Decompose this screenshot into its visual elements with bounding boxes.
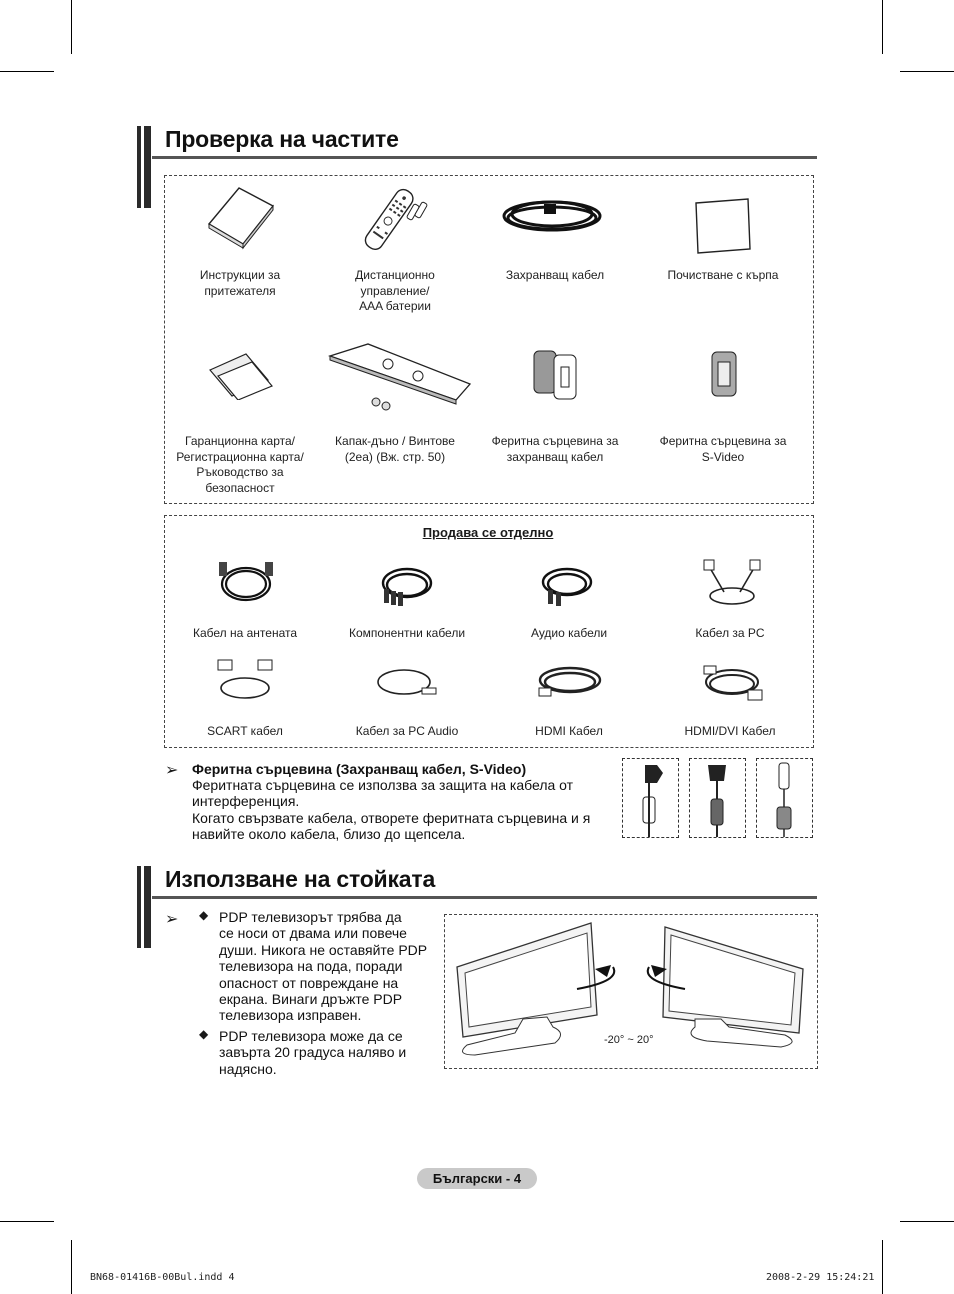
crop-mark — [882, 0, 883, 54]
crop-mark — [0, 71, 54, 72]
part-label: Феритна сърцевина за S-Video — [659, 434, 787, 464]
stand-cover-icon — [328, 342, 472, 412]
audio-cable-icon — [538, 560, 596, 608]
section-title: Използване на стойката — [165, 866, 436, 892]
print-timestamp: 2008-2-29 15:24:21 — [766, 1272, 875, 1283]
cable-label: Кабел за PC Audio — [355, 724, 459, 738]
note-line: навийте около кабела, близо до щепсела. — [192, 826, 466, 842]
component-cable-icon — [378, 559, 436, 609]
tv-left-icon — [457, 923, 597, 1055]
ferrite-illustration — [689, 758, 746, 838]
part-label: Гаранционна карта/ Регистрационна карта/ Ръководство за безопасност — [176, 434, 304, 495]
note-arrow-icon: ➢ — [165, 911, 179, 928]
part-label: Почистване с кърпа — [667, 268, 779, 282]
remote-control-icon — [360, 186, 435, 254]
tv-right-icon — [663, 927, 803, 1047]
cable-label: HDMI/DVI Кабел — [684, 724, 776, 738]
crop-mark — [882, 1240, 883, 1294]
pc-audio-cable-icon — [374, 660, 440, 704]
page-number-badge: Български - 4 — [417, 1168, 537, 1189]
hdmi-cable-icon — [535, 660, 605, 706]
note-line: интерференция. — [192, 793, 300, 809]
section-rule — [152, 896, 817, 899]
hdmi-dvi-cable-icon — [700, 660, 764, 706]
crop-mark — [900, 1221, 954, 1222]
part-label: Инструкции за притежателя — [199, 268, 281, 298]
crop-mark — [71, 1240, 72, 1294]
bullet-text: PDP телевизорът трябва да се носи от двама или повече души. Никога не оставяйте PDP телевизора на пода, поради опасност от повреждане на екрана. Винаги дръжте PDP телевизора изправен. — [219, 909, 428, 1024]
angle-label: -20° ~ 20° — [604, 1034, 654, 1046]
note-line: Феритната сърцевина се използва за защита на кабела от — [192, 777, 574, 793]
sold-separately-title: Продава се отделно — [422, 525, 554, 540]
cable-label: Компонентни кабели — [348, 626, 466, 640]
cable-label: Кабел за PC — [695, 626, 765, 640]
ferrite-illustration — [756, 758, 813, 838]
warranty-card-icon — [206, 350, 274, 400]
note-line: Когато свързвате кабела, отворете феритната сърцевина и я — [192, 810, 591, 826]
cable-label: Кабел на антената — [192, 626, 298, 640]
note-arrow-icon: ➢ — [165, 762, 179, 779]
crop-mark — [0, 1221, 54, 1222]
crop-mark — [71, 0, 72, 54]
antenna-cable-icon — [213, 556, 279, 608]
cable-label: Аудио кабели — [530, 626, 608, 640]
part-label: Капак-дъно / Винтове (2еа) (Вж. стр. 50) — [335, 434, 455, 464]
cleaning-cloth-icon — [692, 197, 754, 255]
part-label: Захранващ кабел — [505, 268, 605, 282]
section-title: Проверка на частите — [165, 126, 399, 152]
ferrite-illustration — [622, 758, 679, 838]
cable-label: SCART кабел — [207, 724, 283, 738]
power-cord-icon — [500, 196, 605, 240]
manual-icon — [203, 186, 277, 250]
part-label: Дистанционно управление/ AAA батерии — [355, 268, 435, 313]
crop-mark — [900, 71, 954, 72]
ferrite-core-icon — [530, 345, 580, 401]
bullet-diamond-icon: ◆ — [199, 908, 209, 922]
ferrite-core-svideo-icon — [706, 350, 742, 400]
scart-cable-icon — [214, 656, 276, 704]
bullet-text: PDP телевизора може да се завърта 20 градуса наляво и надясно. — [219, 1028, 407, 1077]
note-heading: Феритна сърцевина (Захранващ кабел, S-Video) — [192, 761, 527, 777]
pc-cable-icon — [700, 558, 764, 608]
section-rule — [152, 156, 817, 159]
section-marker — [137, 126, 151, 208]
cable-label: HDMI Кабел — [535, 724, 603, 738]
file-info: BN68-01416B-00Bul.indd 4 — [90, 1272, 235, 1283]
section-marker — [137, 866, 151, 948]
part-label: Феритна сърцевина за захранващ кабел — [491, 434, 619, 464]
bullet-diamond-icon: ◆ — [199, 1027, 209, 1041]
